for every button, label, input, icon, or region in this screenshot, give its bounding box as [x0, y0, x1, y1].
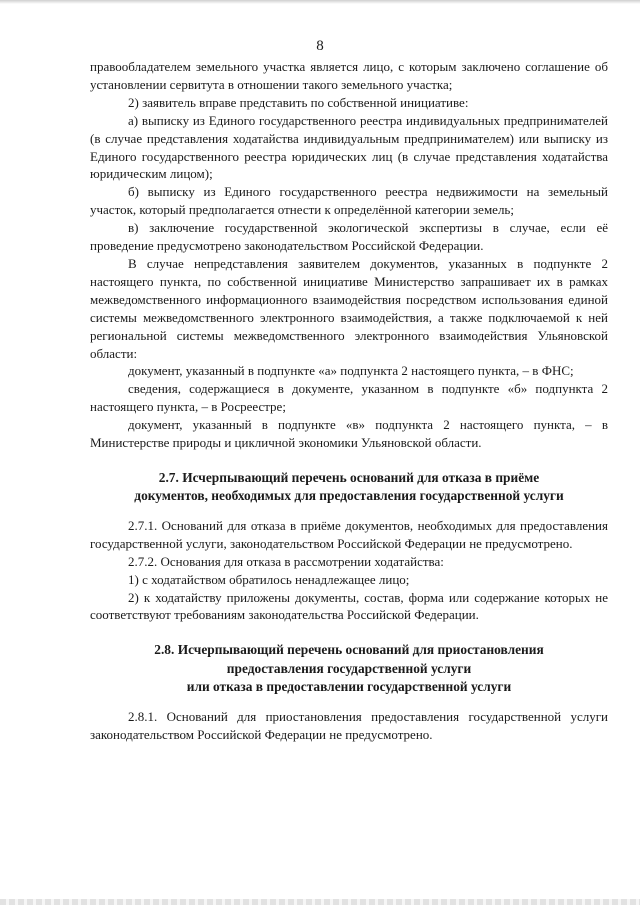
paragraph-ministry: документ, указанный в подпункте «в» подпункта 2 настоящего пункта, – в Министерстве природы и цикличной экономики Ульяновской области.: [90, 417, 608, 451]
paragraph-fns: документ, указанный в подпункте «а» подпункта 2 настоящего пункта, – в ФНС;: [128, 363, 574, 379]
scan-edge-top: [0, 0, 640, 4]
paragraph-continuation: правообладателем земельного участка является лицо, с которым заключено соглашение об установлении сервитута в отношении такого земельного участка;: [90, 59, 608, 92]
paragraph-2-7-2: 2.7.2. Основания для отказа в рассмотрении ходатайства:: [128, 553, 444, 569]
paragraph-2-8-1: 2.8.1. Оснований для приостановления предоставления государственной услуги законодательством Российской Федерации не предусмотрено.: [90, 708, 608, 742]
page-number: 8: [316, 38, 324, 54]
paragraph-2-7-1: 2.7.1. Оснований для отказа в приёме документов, необходимых для предоставления государственной услуги, законодательством Российской Федерации не предусмотрено.: [90, 517, 608, 551]
paragraph-nonsubmission: В случае непредставления заявителем документов, указанных в подпункте 2 настоящего пункта, по собственной инициативе Министерство запрашивает их в рамках межведомственного информационного взаимодействия посредством использования единой системы межведомственного электронного взаимодействия, а также подключаемой к ней региональной системы межведомственного электронного взаимодействия Ульяновской области:: [90, 255, 608, 361]
scan-edge-bottom: [0, 899, 640, 905]
paragraph-item-b: б) выписку из Единого государственного реестра недвижимости на земельный участок, который предполагается отнести к определённой категории земель;: [90, 184, 608, 218]
paragraph-item-v: в) заключение государственной экологической экспертизы в случае, если её проведение предусмотрено законодательством Российской Федерации.: [90, 220, 608, 254]
paragraph-refusal-2: 2) к ходатайству приложены документы, состав, форма или содержание которых не соответствуют требованиям законодательства Российской Федерации.: [90, 589, 608, 623]
paragraph-refusal-1: 1) с ходатайством обратилось ненадлежащее лицо;: [128, 571, 410, 587]
section-heading-2-8-line3: или отказа в предоставлении государственной услуги: [186, 679, 512, 695]
section-heading-2-7-line2: документов, необходимых для предоставления государственной услуги: [134, 488, 564, 504]
paragraph-rosreestr: сведения, содержащиеся в документе, указанном в подпункте «б» подпункта 2 настоящего пункта, – в Росреестре;: [90, 381, 608, 415]
section-heading-2-7-line1: 2.7. Исчерпывающий перечень оснований для отказа в приёме: [158, 469, 540, 485]
paragraph-item-a: а) выписку из Единого государственного реестра индивидуальных предпринимателей (в случае представления ходатайства индивидуальным предпринимателем) или выписку из Единого государственного реестра юридических лиц (в случае представления ходатайства юридическим лицом);: [90, 112, 608, 182]
document-body: [90, 58, 608, 744]
section-heading-2-7: [90, 469, 608, 506]
paragraph-item-2: 2) заявитель вправе представить по собственной инициативе:: [128, 94, 469, 110]
section-heading-2-8-line1: 2.8. Исчерпывающий перечень оснований для приостановления: [154, 642, 544, 658]
section-heading-2-8: [90, 641, 608, 697]
section-heading-2-8-line2: предоставления государственной услуги: [226, 660, 472, 676]
